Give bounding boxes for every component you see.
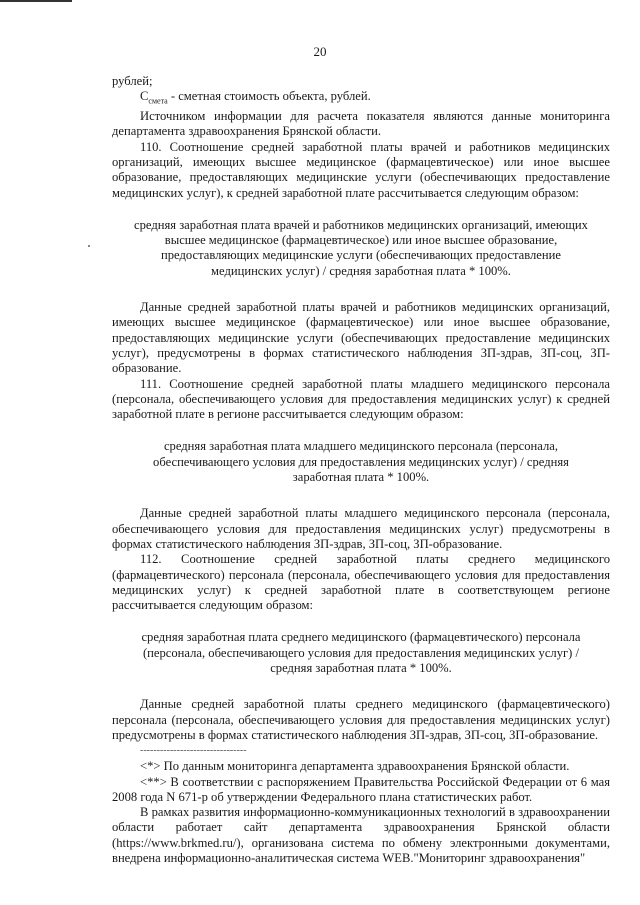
paragraph-item-111: 111. Соотношение средней заработной платы младшего медицинского персонала (персонала, обеспечивающего условия для предоставления медицинских услуг) к средней заработной плате в регионе рассчитывается следующим образом: <box>112 376 610 422</box>
header-rule <box>0 0 72 2</box>
spacer <box>112 676 610 693</box>
footnote-1: <*> По данным мониторинга департамента здравоохранения Брянской области. <box>140 759 570 774</box>
paragraph-closing: В рамках развития информационно-коммуникационных технологий в здравоохранении области работает сайт департамента здравоохранения Брянской области (https://www.brkmed.ru/), организована система по обмену электронными документами, внедрена информационно-аналитическая система WEB."Мониторинг здравоохранения" <box>112 805 610 865</box>
paragraph-source: Источником информации для расчета показателя являются данные мониторинга департамента здравоохранения Брянской области. <box>112 109 610 139</box>
spacer <box>112 422 610 439</box>
scan-speck <box>88 245 90 247</box>
paragraph-data-111: Данные средней заработной платы младшего медицинского персонала (персонала, обеспечивающего условия для предоставления медицинских услуг) предусмотрены в формах статистического наблюдения ЗП-здрав, ЗП-соц, ЗП-образование. <box>112 506 610 551</box>
spacer <box>112 613 610 630</box>
spacer <box>112 201 610 218</box>
formula-110: средняя заработная плата врачей и работников медицинских организаций, имеющих высшее медицинское (фармацевтическое) или иное высшее образование, предоставляющих медицинские услуги (обеспечивающих предоставление медицинских услуг) / средняя заработная плата * 100%. <box>134 217 588 278</box>
spacer <box>112 485 610 502</box>
formula-111: средняя заработная плата младшего медицинского персонала (персонала, обеспечивающего условия для предоставления медицинских услуг) / средняя заработная плата * 100%. <box>153 439 569 485</box>
footnote-2: <**> В соответствии с распоряжением Правительства Российской Федерации от 6 мая 2008 года N 671-р об утверждении Федерального плана статистических работ. <box>112 774 610 804</box>
text-rubley: рублей; <box>112 74 153 88</box>
footnote-separator: -------------------------------- <box>140 745 247 757</box>
c-symbol: С <box>140 89 149 104</box>
paragraph-data-112: Данные средней заработной платы среднего медицинского (фармацевтического) персонала (персонала, обеспечивающего условия для предоставления медицинских услуг) предусмотрены в формах статистического наблюдения ЗП-здрав, ЗП-соц, ЗП-образование. <box>112 697 610 742</box>
paragraph-item-110: 110. Соотношение средней заработной платы врачей и работников медицинских организаций, имеющих высшее медицинское (фармацевтическое) или иное высшее образование, предоставляющих медицинские услуги (обеспечивающих предоставление медицинских услуг), к средней заработной плате рассчитывается следующим образом: <box>112 139 610 200</box>
spacer <box>112 279 610 296</box>
paragraph-data-110: Данные средней заработной платы врачей и работников медицинских организаций, имеющих высшее медицинское (фармацевтическое) или иное высшее образование, предоставляющих медицинские услуги (обеспечивающих предоставление медицинских услуг), предусмотрены в формах статистического наблюдения ЗП-здрав, ЗП-соц, ЗП-образование. <box>112 300 610 376</box>
c-subscript: смета <box>148 96 168 106</box>
definition-c-smeta <box>112 89 610 109</box>
formula-112: средняя заработная плата среднего медицинского (фармацевтического) персонала (персонала, обеспечивающего условия для предоставления медицинских услуг) / средняя заработная плата * 100%. <box>141 630 581 676</box>
paragraph-item-112: 112. Соотношение средней заработной платы среднего медицинского (фармацевтического) персонала (персонала, обеспечивающего условия для предоставления медицинских услуг) к средней заработной плате в соответствующем регионе рассчитывается следующим образом: <box>112 552 610 613</box>
document-body <box>112 74 610 866</box>
c-definition: - сметная стоимость объекта, рублей. <box>167 89 371 104</box>
page-number: 20 <box>313 44 327 59</box>
